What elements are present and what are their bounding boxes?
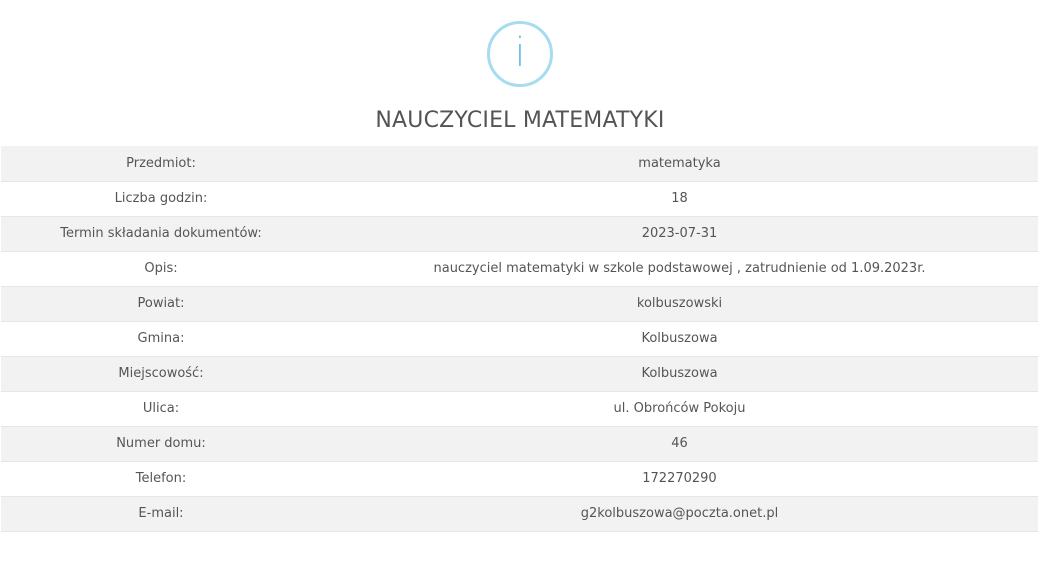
table-row xyxy=(1,426,1038,461)
row-value: 2023-07-31 xyxy=(321,216,1038,251)
row-label: Ulica: xyxy=(1,391,321,426)
row-label: Termin składania dokumentów: xyxy=(1,216,321,251)
row-value: nauczyciel matematyki w szkole podstawowej , zatrudnienie od 1.09.2023r. xyxy=(321,251,1038,286)
row-value: g2kolbuszowa@poczta.onet.pl xyxy=(321,496,1038,531)
info-icon xyxy=(487,21,553,87)
row-label: Miejscowość: xyxy=(1,356,321,391)
table-row xyxy=(1,496,1038,531)
row-value: kolbuszowski xyxy=(321,286,1038,321)
row-label: E-mail: xyxy=(1,496,321,531)
row-value: Kolbuszowa xyxy=(321,356,1038,391)
table-row xyxy=(1,391,1038,426)
row-value: ul. Obrońców Pokoju xyxy=(321,391,1038,426)
row-value: 46 xyxy=(321,426,1038,461)
table-row xyxy=(1,216,1038,251)
table-row xyxy=(1,356,1038,391)
table-row xyxy=(1,461,1038,496)
row-value: 18 xyxy=(321,181,1038,216)
table-row xyxy=(1,146,1038,181)
table-row xyxy=(1,251,1038,286)
page-title: NAUCZYCIEL MATEMATYKI xyxy=(375,108,665,133)
row-label: Numer domu: xyxy=(1,426,321,461)
row-value: matematyka xyxy=(321,146,1038,181)
row-value: Kolbuszowa xyxy=(321,321,1038,356)
row-value: 172270290 xyxy=(321,461,1038,496)
row-label: Gmina: xyxy=(1,321,321,356)
info-icon-glyph: i xyxy=(514,30,526,76)
row-label: Przedmiot: xyxy=(1,146,321,181)
table-row xyxy=(1,286,1038,321)
row-label: Opis: xyxy=(1,251,321,286)
row-label: Liczba godzin: xyxy=(1,181,321,216)
table-row xyxy=(1,181,1038,216)
row-label: Powiat: xyxy=(1,286,321,321)
row-label: Telefon: xyxy=(1,461,321,496)
table-row xyxy=(1,321,1038,356)
details-table xyxy=(1,146,1038,532)
